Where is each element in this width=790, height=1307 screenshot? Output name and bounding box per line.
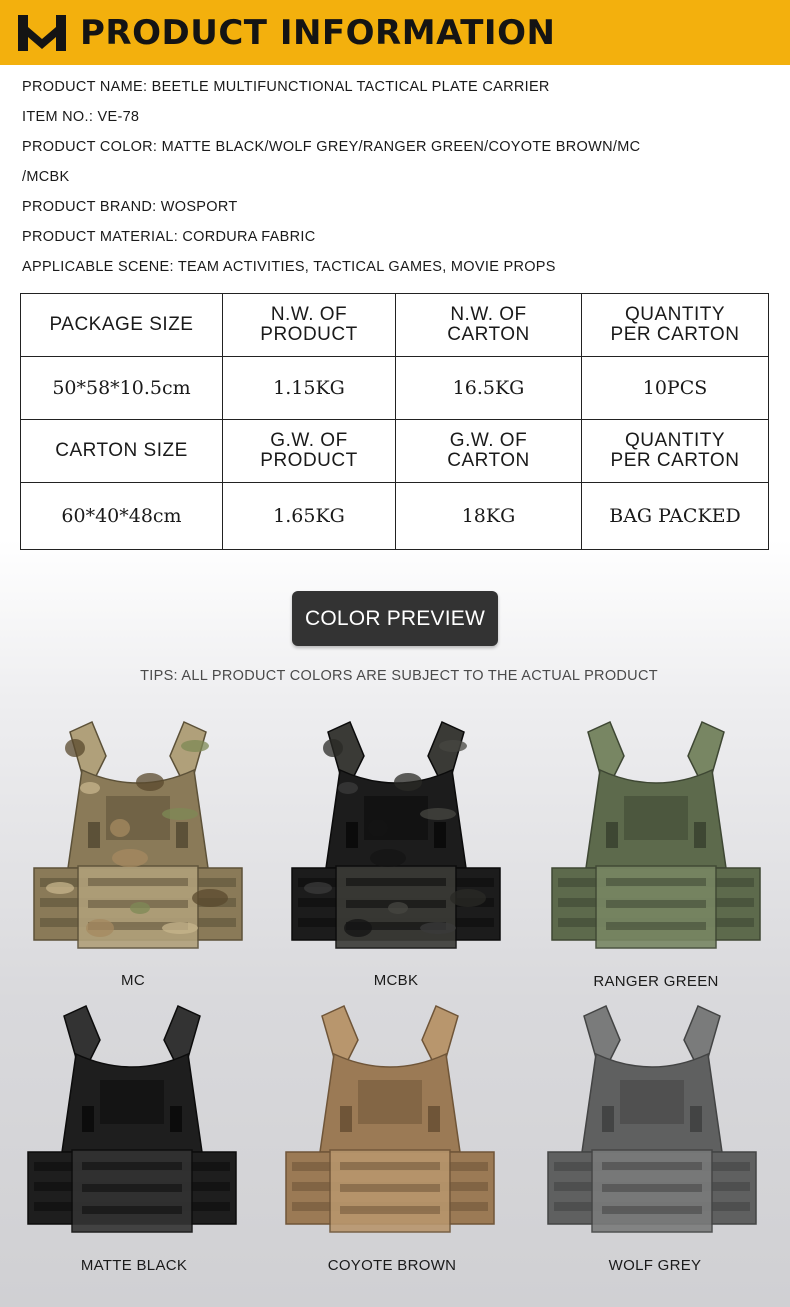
vest-image-mc <box>30 718 246 958</box>
info-line-product-color: PRODUCT COLOR: MATTE BLACK/WOLF GREY/RANGER GREEN/COYOTE BROWN/MC <box>22 139 641 155</box>
table-header-cell: N.W. OF PRODUCT <box>223 294 396 357</box>
info-line-brand: PRODUCT BRAND: WOSPORT <box>22 199 238 215</box>
table-value-cell: BAG PACKED <box>582 483 769 550</box>
color-label-matte-black: MATTE BLACK <box>80 1257 188 1274</box>
header-banner <box>0 0 790 65</box>
table-value-cell: 18KG <box>396 483 582 550</box>
table-row <box>21 420 769 483</box>
info-line-material: PRODUCT MATERIAL: CORDURA FABRIC <box>22 229 316 245</box>
product-info <box>22 72 772 282</box>
color-label-coyote-brown: COYOTE BROWN <box>327 1257 457 1274</box>
info-line-item-no: ITEM NO.: VE-78 <box>22 109 140 125</box>
table-header-cell: N.W. OF CARTON <box>396 294 582 357</box>
table-header-cell: G.W. OF PRODUCT <box>223 420 396 483</box>
page-title: PRODUCT INFORMATION <box>80 13 556 53</box>
vest-image-ranger-green <box>548 718 764 958</box>
table-value-cell: 1.15KG <box>223 357 396 420</box>
spec-table <box>20 293 769 550</box>
info-line-product-color-cont: /MCBK <box>22 169 70 185</box>
table-value-cell: 16.5KG <box>396 357 582 420</box>
color-label-wolf-grey: WOLF GREY <box>608 1257 702 1274</box>
tips-text: TIPS: ALL PRODUCT COLORS ARE SUBJECT TO THE ACTUAL PRODUCT <box>140 668 658 684</box>
table-row <box>21 294 769 357</box>
table-header-cell: QUANTITY PER CARTON <box>582 420 769 483</box>
table-row <box>21 483 769 550</box>
table-value-cell: 60*40*48cm <box>21 483 223 550</box>
table-header-cell: QUANTITY PER CARTON <box>582 294 769 357</box>
vest-image-matte-black <box>24 1002 240 1242</box>
vest-image-mcbk <box>288 718 504 958</box>
info-line-scene: APPLICABLE SCENE: TEAM ACTIVITIES, TACTICAL GAMES, MOVIE PROPS <box>22 259 556 275</box>
brand-logo-icon <box>18 13 66 53</box>
table-value-cell: 1.65KG <box>223 483 396 550</box>
color-preview-button[interactable]: COLOR PREVIEW <box>292 591 498 646</box>
color-label-ranger-green: RANGER GREEN <box>593 973 719 990</box>
info-line-product-name: PRODUCT NAME: BEETLE MULTIFUNCTIONAL TACTICAL PLATE CARRIER <box>22 79 550 95</box>
table-value-cell: 10PCS <box>582 357 769 420</box>
color-label-mcbk: MCBK <box>373 972 419 989</box>
table-header-cell: G.W. OF CARTON <box>396 420 582 483</box>
table-header-cell: PACKAGE SIZE <box>21 294 223 357</box>
vest-image-wolf-grey <box>544 1002 760 1242</box>
table-value-cell: 50*58*10.5cm <box>21 357 223 420</box>
table-row <box>21 357 769 420</box>
vest-image-coyote-brown <box>282 1002 498 1242</box>
table-header-cell: CARTON SIZE <box>21 420 223 483</box>
color-label-mc: MC <box>121 972 145 989</box>
